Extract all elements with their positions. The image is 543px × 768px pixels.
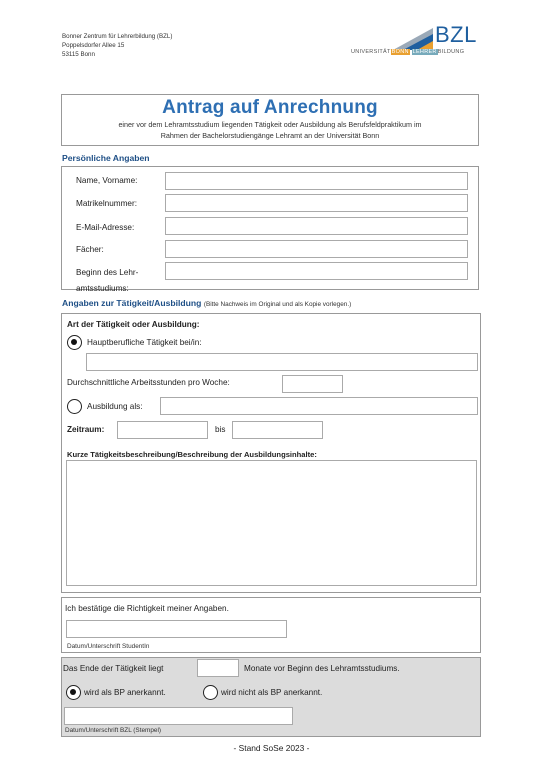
activity-heading-note: (Bitte Nachweis im Original und als Kopie vorlegen.) [203,301,352,308]
faecher-label: Fächer: [76,245,104,254]
zeitraum-von-input[interactable] [117,421,208,439]
stunden-input[interactable] [282,375,343,393]
logo-sub-bildung: BILDUNG [437,49,465,55]
beginn-input[interactable] [165,262,468,280]
page-title: Antrag auf Anrechnung [162,97,378,118]
subtitle-line-1: einer vor dem Lehramtsstudium liegenden Tätigkeit oder Ausbildung als Berufsfeldpraktikum im [118,120,422,129]
subtitle-line-2: Rahmen der Bachelorstudiengänge Lehramt an der Universität Bonn [160,130,380,140]
logo-sub-universitaet: UNIVERSITÄT [351,49,391,55]
footer-version: - Stand SoSe 2023 - [233,743,310,753]
title-box [61,94,479,146]
name-label: Name, Vorname: [76,176,138,185]
address-line-1: Bonner Zentrum für Lehrerbildung (BZL) [62,33,173,40]
anerkannt-radio[interactable] [66,685,81,700]
logo-sub-bonn: BONN [391,49,409,55]
zeitraum-bis-input[interactable] [232,421,323,439]
email-label: E-Mail-Adresse: [76,223,135,232]
anerkannt-label: wird als BP anerkannt. [84,688,166,697]
name-input[interactable] [165,172,468,190]
hauptberuf-input[interactable] [86,353,478,371]
bzl-logo-text: BZL [435,22,477,47]
zeitraum-label: Zeitraum: [67,425,105,434]
matrikel-input[interactable] [165,194,468,212]
ende-text-1: Das Ende der Tätigkeit liegt [63,664,164,673]
address-line-2: Poppelsdorfer Allee 15 [62,42,125,49]
matrikel-label: Matrikelnummer: [76,199,137,208]
hauptberuf-radio[interactable] [67,335,82,350]
ausbildung-input[interactable] [160,397,478,415]
nicht-anerkannt-radio[interactable] [203,685,218,700]
logo-sub-lehrer: LEHRER [412,49,437,55]
student-signature-field[interactable] [66,620,287,638]
monate-input[interactable] [197,659,239,677]
ausbildung-radio[interactable] [67,399,82,414]
section-heading-activity [62,298,351,308]
bis-label: bis [215,425,226,434]
beginn-label [76,265,138,297]
bzl-signature-label: Datum/Unterschrift BZL (Stempel) [65,727,162,734]
beschreibung-label: Kurze Tätigkeitsbeschreibung/Beschreibung der Ausbildungsinhalte: [67,450,317,459]
faecher-input[interactable] [165,240,468,258]
ende-text-2: Monate vor Beginn des Lehramtsstudiums. [244,664,400,673]
activity-heading-text: Angaben zur Tätigkeit/Ausbildung [62,298,202,308]
bzl-logo-subtext [351,49,464,55]
email-input[interactable] [165,217,468,235]
hauptberuf-label: Hauptberufliche Tätigkeit bei/in: [87,338,202,347]
section-heading-personal: Persönliche Angaben [62,153,150,163]
stunden-label: Durchschnittliche Arbeitsstunden pro Woche: [67,378,230,387]
ausbildung-label: Ausbildung als: [87,402,143,411]
nicht-anerkannt-label: wird nicht als BP anerkannt. [221,688,323,697]
confirm-text: Ich bestätige die Richtigkeit meiner Angaben. [65,604,229,613]
bzl-logo-graphic [393,28,437,50]
beginn-label-line-2: amtsstudiums: [76,284,129,293]
address-line-3: 53115 Bonn [62,51,95,58]
art-label: Art der Tätigkeit oder Ausbildung: [67,320,200,329]
bzl-signature-field[interactable] [64,707,293,725]
student-signature-label: Datum/Unterschrift StudentIn [67,643,150,650]
beschreibung-textarea[interactable] [66,460,477,586]
beginn-label-line-1: Beginn des Lehr- [76,268,139,277]
institution-address [62,32,172,59]
